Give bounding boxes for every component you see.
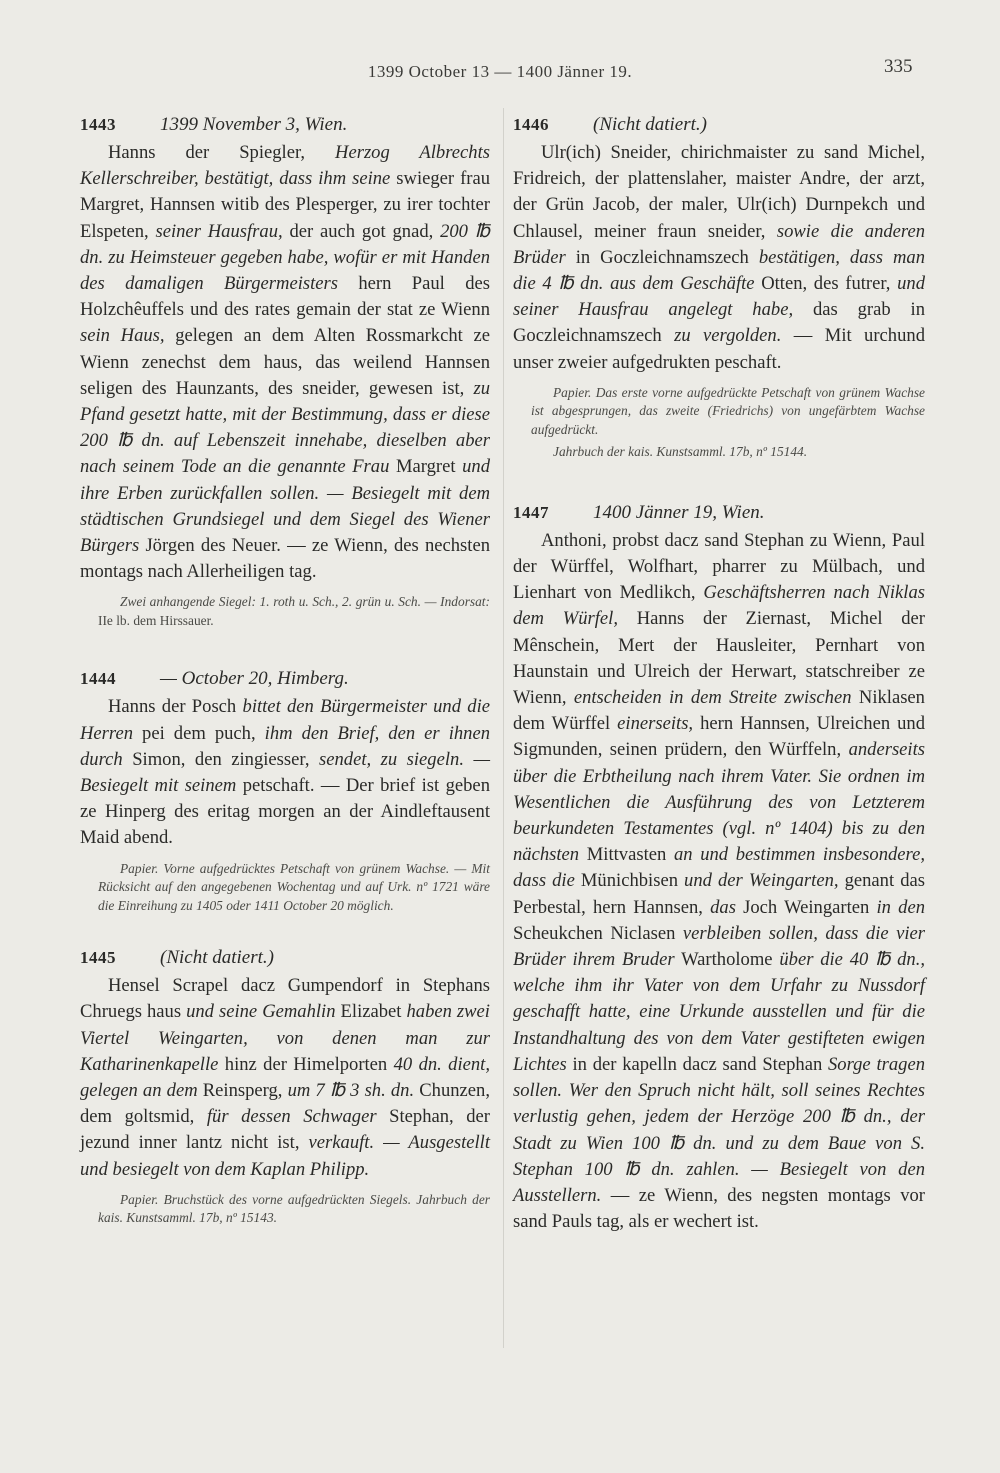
entry-number: 1445 [80,948,116,968]
text-run: bestätigen, dass man die 4 ℔ dn. aus dem Geschäfte [513,246,925,295]
text-run: Hanns der Ziernast, Michel der Mênschein, Mert der Hausleiter, Pernhart von Haunstain und Ulreich der Herwart, statschreiber ze Wienn, [513,608,925,709]
text-run: gelegen an dem Alten Rossmarkcht ze Wienn zenechst dem haus, das weilend Hannsen seligen des Haunzants, des sneider, gewesen ist, [80,325,490,399]
entry-text [513,140,925,376]
text-run: das [710,896,736,918]
entry-date: (Nicht datiert.) [160,947,274,969]
text-run: haben zwei Viertel Weingarten, von denen man zur Katharinenkapelle [80,1001,490,1075]
entry-number: 1444 [80,669,116,689]
text-run: bittet den Bürgermeister und die Herren [80,696,491,744]
text-run: Geschäftsherren nach Niklas dem Würfel, [513,582,925,630]
entry-date: (Nicht datiert.) [593,114,707,135]
entry-heading [80,945,490,971]
entry-heading [80,666,490,692]
entry-1445 [80,945,490,1228]
text-run: für dessen Schwager [206,1106,377,1128]
text-run: swieger frau Margret, Hannsen witib des Plesperger, zu irer tochter Elspeten, [80,168,490,242]
text-run: in den [876,896,925,918]
note-run: Jahrbuch der kais. Kunstsamml. 17b, nº 15144. [553,444,808,460]
text-run: verkauft. — Ausgestellt und besiegelt von dem Kaplan Philipp. [80,1132,491,1180]
note-run: Zwei anhangende Siegel: 1. roth u. Sch., 2. grün u. Sch. — Indorsat: [120,594,490,610]
entry-date: 1400 Jänner 19, Wien. [593,501,765,523]
text-run: Ulr(ich) Sneider, chirichmaister zu sand Michel, Fridreich, der plattenslaher, maister Andre, der arzt, der Grün Jacob, der maler, Ulr(ich) Durnpekch und Chlausel, meiner fraun sneider, [513,142,925,242]
text-run: — Mit urchund unser zweier aufgedrukten peschaft. [513,325,925,373]
entry-heading [513,500,925,526]
text-run: Hanns der Posch [108,696,243,718]
text-run: an und bestimmen insbesondere, dass die [513,844,925,892]
text-run: ihm den Brief, den er ihnen durch [80,722,490,770]
running-head: 1399 October 13 — 1400 Jänner 19. [367,62,633,81]
text-run: Joch Weingarten [735,896,877,918]
entry-text [80,973,490,1183]
text-run: — ze Wienn, des negsten montags vor sand Pauls tag, als er wechert ist. [513,1184,925,1233]
text-run: 200 ℔ dn. zu Heimsteuer gegeben habe, wofür er mit Handen des damaligen Bürgermeisters [80,220,490,295]
text-run: Niklasen dem Würffel [513,687,925,735]
text-run: Elizabet [335,1001,407,1023]
column-divider [503,108,504,1348]
text-run: seiner Hausfrau, [155,220,283,242]
entry-1444 [80,666,490,915]
entry-note [98,593,490,630]
text-run: Margret [389,456,463,478]
entry-note-reference [531,443,925,462]
text-run: in Goczleichnamszech [565,246,759,268]
text-run: und der Weingarten, [684,870,839,892]
text-run: petschaft. — Der brief ist geben ze Hinperg des eritag morgen an der Aindleftausent Maid abend. [80,775,490,849]
entry-number: 1447 [513,502,549,522]
text-run: genant das Perbestal, hern Hannsen, [513,870,925,918]
text-run: Wartholome [674,949,780,971]
text-run: Simon, den zingiesser, [122,748,319,770]
text-run: Reinsperg, [197,1079,288,1101]
text-run: Otten, des futrer, [754,273,898,295]
text-run: hern Hannsen, Ulreichen und Sigmunden, seinen prüdern, den Würffeln, [513,713,925,761]
text-run: anderseits über die Erbtheilung nach ihrem Vater. Sie ordnen im Wesentlichen die Ausführung des von Letzterem beurkundeten Testamentes (vgl. nº 1404) bis zu den nächsten [513,739,925,866]
entry-note [531,384,925,440]
entry-heading [80,112,490,138]
entry-note: Papier. Bruchstück des vorne aufgedrückten Siegels. Jahrbuch der kais. Kunstsamml. 17b, nº 15143. [98,1191,490,1226]
text-run: sowie die anderen Brüder [513,220,926,268]
text-run: Hensel Scrapel dacz Gumpendorf in Stephans Chruegs haus [80,975,490,1023]
text-run: entscheiden in dem Streite zwischen [573,687,852,709]
text-run: um 7 ℔ 3 sh. dn. [287,1079,415,1101]
text-run: zu Pfand gesetzt hatte, mit der Bestimmung, dass er diese 200 ℔ dn. auf Lebenszeit innehabe, dieselben aber nach seinem Tode an die genannte Frau [80,377,490,478]
note-run: Papier. Das erste vorne aufgedrückte Petschaft von grünem Wachse ist abgesprungen, das zweite (Friedrichs) von ungefärbtem Wachse aufgedrückt. [531,384,925,437]
text-run: und seine Gemahlin [186,1001,336,1023]
text-run: 40 dn. dient, gelegen an dem [80,1053,491,1101]
text-run: Sorge tragen sollen. Wer den Spruch nicht hält, soll seines Rechtes verlustig gehen, jedem der Herzöge 200 ℔ dn., der Stadt zu Wien 100 ℔ dn. und zu dem Baue von S. Stephan 100 ℔ dn. zahlen. — Besiegelt von den Ausstellern. [513,1053,925,1206]
entry-text [513,528,925,1235]
text-run: Hanns der Spiegler, [108,142,336,163]
left-column [80,112,490,1252]
text-run: über die 40 ℔ dn., welche ihm ihr Vater von dem Urfahr zu Nussdorf geschafft hatte, eine Urkunde ausstellen und für die Instandhaltung des von dem Vater gestifteten ewigen Lichtes [513,949,926,1075]
entry-date: 1399 November 3, Wien. [160,114,348,135]
text-run: und ihre Erben zurückfallen sollen. — Besiegelt mit dem städtischen Grundsiegel und dem Siegel des Wiener Bürgers [80,456,490,557]
note-run: IIe lb. dem Hirssauer. [98,612,214,628]
entry-number: 1446 [513,115,549,134]
text-run: Münichbisen [574,870,685,892]
text-run: hern Paul des Holzchêuffels und des rates gemain der stat ze Wienn [80,273,491,321]
text-run: sein Haus, [80,325,165,347]
text-run: verbleiben sollen, dass die vier Brüder ihrem Bruder [513,922,925,971]
entry-text [80,694,490,851]
text-run: Scheukchen Niclasen [513,922,683,944]
entry-1446 [513,112,925,462]
text-run: zu vergolden. [674,325,782,347]
text-run: einerseits, [617,713,694,735]
text-run: sendet, zu siegeln. — Besiegelt mit seinem [80,748,490,797]
text-run: pei dem puch, [133,722,265,744]
text-run: Anthoni, probst dacz sand Stephan zu Wienn, Paul der Würffel, Wolfhart, pharrer zu Mülbach, und Lienhart von Medlikch, [513,529,925,604]
entry-number: 1443 [80,115,116,134]
page-number: 335 [884,56,913,77]
text-run: der auch got gnad, [282,220,441,242]
text-run: Mittvasten [579,844,674,866]
right-column [513,112,925,1259]
text-run: das grab in Goczleichnamszech [513,299,925,347]
text-run: Herzog Albrechts Kellerschreiber, bestätigt, dass ihm seine [80,142,490,190]
entry-1443 [80,112,490,630]
text-run: hinz der Himelporten [218,1053,394,1075]
text-run: Jörgen des Neuer. — ze Wienn, des nechsten montags nach Allerheiligen tag. [80,535,490,583]
entry-text [80,140,490,585]
entry-date: — October 20, Himberg. [160,668,349,690]
text-run: Stephan, der jezund inner lantz nicht ist, [80,1106,491,1154]
entry-heading [513,112,925,138]
entry-note: Papier. Vorne aufgedrücktes Petschaft von grünem Wachse. — Mit Rücksicht auf den angegebenen Wochentag und auf Urk. nº 1721 wäre die Einreihung zu 1405 oder 1411 October 20 möglich. [98,860,490,913]
text-run: in der kapelln dacz sand Stephan [566,1053,828,1075]
text-run: und seiner Hausfrau angelegt habe, [513,273,925,321]
text-run: Chunzen, dem goltsmid, [80,1079,490,1128]
entry-1447 [513,500,925,1235]
